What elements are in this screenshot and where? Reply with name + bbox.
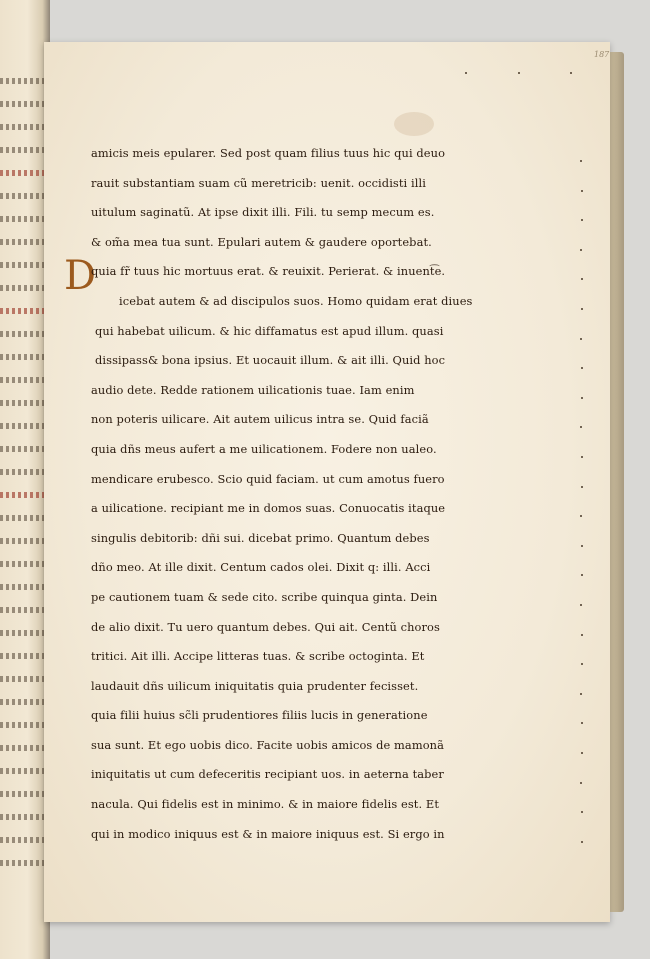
text-line: quia filii huius sc̃li prudentiores filiis lucis in generatione bbox=[91, 708, 428, 723]
pricking-hole bbox=[518, 72, 520, 74]
pricking-hole bbox=[581, 545, 583, 547]
text-line: mendicare erubesco. Scio quid faciam. ut cum amotus fuero bbox=[91, 471, 445, 486]
text-line: quia fr̃ tuus hic mortuus erat. & reuixit. Perierat. & inuent͡e. bbox=[91, 264, 446, 279]
facing-page-text-fragments bbox=[0, 78, 46, 883]
pricking-hole bbox=[580, 249, 582, 251]
folio-number: 187 bbox=[594, 50, 610, 59]
text-line: non poteris uilicare. Ait autem uilicus intra se. Quid faciã bbox=[91, 412, 429, 427]
text-line: singulis debitorib: dñi sui. dicebat primo. Quantum debes bbox=[91, 530, 430, 545]
pricking-hole bbox=[580, 782, 582, 784]
pricking-hole bbox=[580, 160, 582, 162]
decorated-initial: D bbox=[64, 253, 97, 299]
text-line: pe cautionem tuam & sede cito. scribe quinqua ginta. Dein bbox=[91, 589, 438, 604]
text-line: laudauit dñs uilicum iniquitatis quia prudenter fecisset. bbox=[91, 678, 419, 693]
text-line: tritici. Ait illi. Accipe litteras tuas. & scribe octoginta. Et bbox=[91, 649, 425, 664]
facing-page-edge bbox=[0, 0, 50, 959]
text-line: quia dñs meus aufert a me uilicationem. Fodere non ualeo. bbox=[91, 441, 437, 456]
pricking-hole bbox=[581, 397, 583, 399]
text-line: & om̃a mea tua sunt. Epulari autem & gaudere oportebat. bbox=[91, 234, 432, 249]
text-line: dño meo. At ille dixit. Centum cados olei. Dixit q: illi. Acci bbox=[91, 560, 431, 575]
text-line: a uilicatione. recipiant me in domos suas. Conuocatis itaque bbox=[91, 501, 446, 516]
text-line: nacula. Qui fidelis est in minimo. & in maiore fidelis est. Et bbox=[91, 797, 440, 812]
manuscript-text bbox=[91, 139, 491, 849]
pricking-hole bbox=[581, 190, 583, 192]
text-line: de alio dixit. Tu uero quantum debes. Qui ait. Centũ choros bbox=[91, 619, 440, 634]
pricking-hole bbox=[580, 693, 582, 695]
pricking-hole bbox=[581, 367, 583, 369]
text-line: rauit substantiam suam cũ meretricib: uenit. occidisti illi bbox=[91, 175, 426, 190]
parchment-stain bbox=[394, 112, 434, 136]
text-line: qui in modico iniquus est & in maiore iniquus est. Si ergo in bbox=[91, 826, 445, 841]
text-line: amicis meis epularer. Sed post quam filius tuus hic qui deuo bbox=[91, 146, 446, 160]
pricking-hole bbox=[580, 604, 582, 606]
pricking-hole bbox=[581, 752, 583, 754]
pricking-hole bbox=[581, 308, 583, 310]
pricking-hole bbox=[570, 72, 572, 74]
pricking-hole bbox=[581, 486, 583, 488]
text-line: audio dete. Redde rationem uilicationis tuae. Iam enim bbox=[91, 382, 415, 397]
text-line: qui habebat uilicum. & hic diffamatus est apud illum. quasi bbox=[95, 323, 444, 338]
pricking-hole bbox=[581, 634, 583, 636]
text-line: uitulum saginatũ. At ipse dixit illi. Fili. tu semp mecum es. bbox=[91, 205, 435, 220]
text-line: sua sunt. Et ego uobis dico. Facite uobis amicos de mamonã bbox=[91, 737, 445, 752]
pricking-hole bbox=[581, 456, 583, 458]
text-line: dissipass& bona ipsius. Et uocauit illum. & ait illi. Quid hoc bbox=[95, 353, 446, 368]
pricking-hole bbox=[581, 811, 583, 813]
pricking-hole bbox=[580, 338, 582, 340]
pricking-hole bbox=[465, 72, 467, 74]
text-line: icebat autem & ad discipulos suos. Homo quidam erat diues bbox=[119, 293, 473, 308]
pricking-hole bbox=[581, 841, 583, 843]
text-line: iniquitatis ut cum defeceritis recipiant uos. in aeterna taber bbox=[91, 767, 444, 782]
